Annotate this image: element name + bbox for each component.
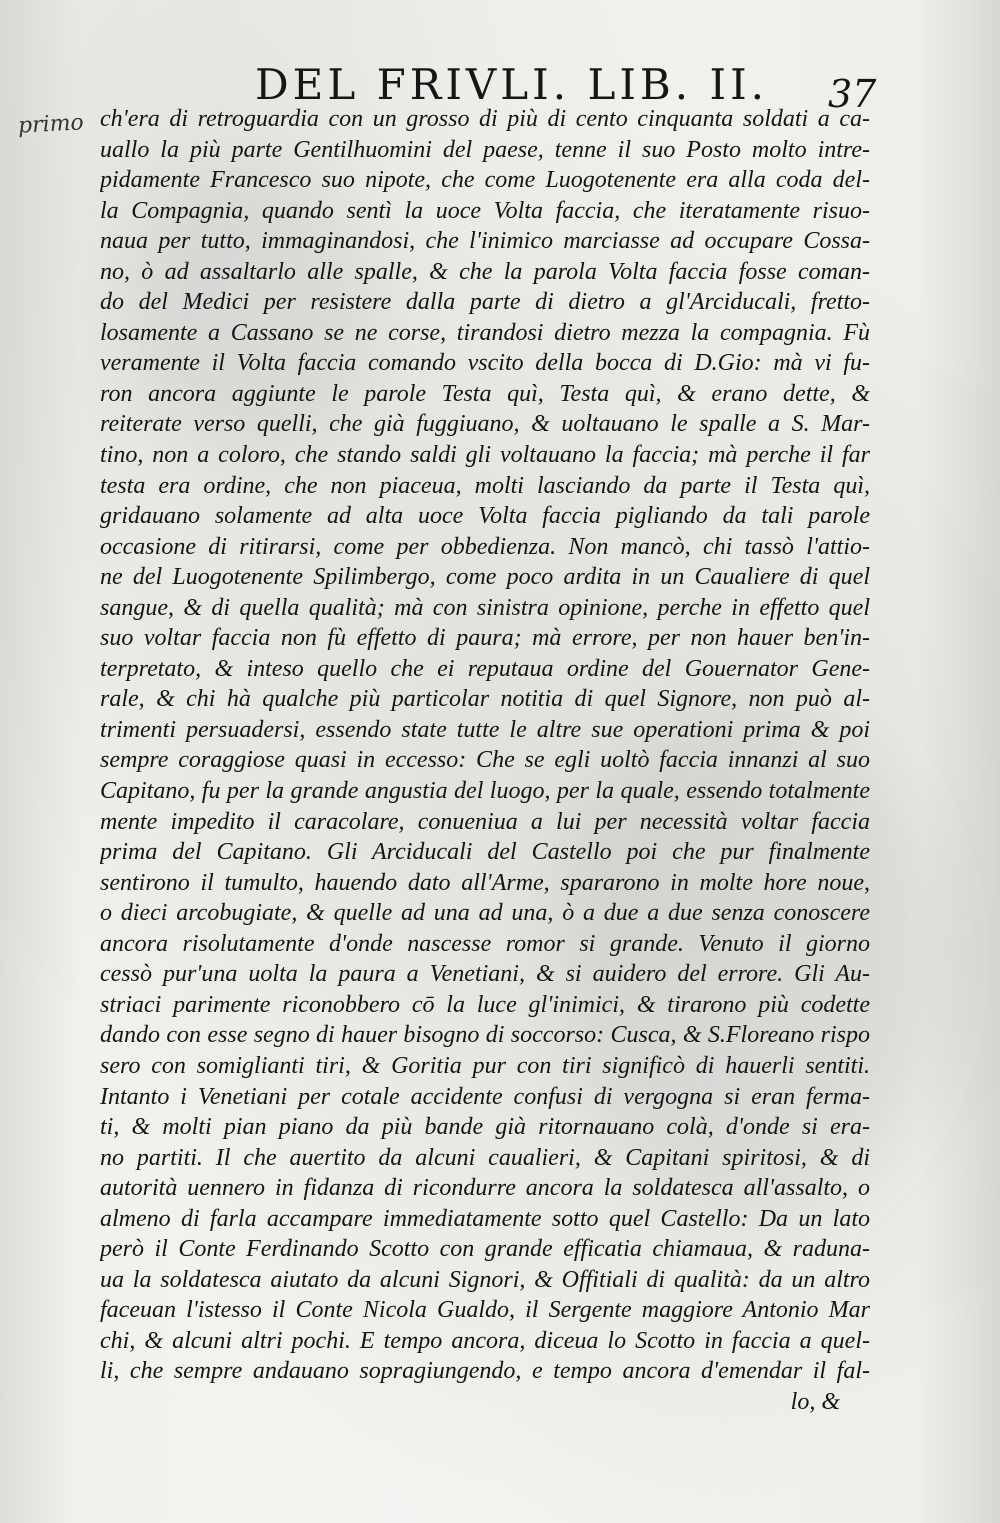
text-line: losamente a Cassano se ne corse, tirandosi dietro mezza la compagnia. Fù bbox=[100, 319, 870, 346]
text-line: li, che sempre andauano sopragiungendo, e tempo ancora d'emendar il fal- bbox=[100, 1358, 870, 1385]
text-line: uallo la più parte Gentilhuomini del paese, tenne il suo Posto molto intre- bbox=[100, 136, 870, 163]
text-line: tino, non a coloro, che stando saldi gli voltauano la faccia; mà perche il far bbox=[100, 442, 870, 469]
text-line: veramente il Volta faccia comando vscito della bocca di D.Gio: mà vi fu- bbox=[100, 350, 870, 377]
text-line: ne del Luogotenente Spilimbergo, come poco ardita in un Caualiere di quel bbox=[100, 564, 870, 591]
text-line: sero con somiglianti tiri, & Goritia pur con tiri significò di hauerli sentiti. bbox=[100, 1052, 870, 1079]
text-line: ron ancora aggiunte le parole Testa quì, Testa quì, & erano dette, & bbox=[100, 380, 870, 407]
text-line: almeno di farla accampare immediatamente sotto quel Castello: Da un lato bbox=[100, 1205, 870, 1232]
text-line: ua la soldatesca aiutato da alcuni Signori, & Offitiali di qualità: da un altro bbox=[100, 1266, 870, 1293]
text-line: Capitano, fu per la grande angustia del luogo, per la quale, essendo totalmente bbox=[100, 778, 870, 805]
text-line: trimenti persuadersi, essendo state tutte le altre sue operationi prima & poi bbox=[100, 716, 870, 743]
text-line: testa era ordine, che non piaceua, molti lasciando da parte il Testa quì, bbox=[100, 472, 870, 499]
text-line: Intanto i Venetiani per cotale accidente confusi di vergogna si eran ferma- bbox=[100, 1083, 870, 1110]
text-line: la Compagnia, quando sentì la uoce Volta faccia, che iteratamente risuo- bbox=[100, 197, 870, 224]
text-line: lo, & bbox=[790, 1388, 840, 1415]
text-line: sangue, & di quella qualità; mà con sinistra opinione, perche in effetto quel bbox=[100, 594, 870, 621]
text-line: reiterate verso quelli, che già fuggiuano, & uoltauano le spalle a S. Mar- bbox=[100, 411, 870, 438]
text-line: naua per tutto, immaginandosi, che l'inimico marciasse ad occupare Cossa- bbox=[100, 228, 870, 255]
text-line: dando con esse segno di hauer bisogno di soccorso: Cusca, & S.Floreano rispo bbox=[100, 1022, 870, 1049]
text-line: o dieci arcobugiate, & quelle ad una ad una, ò a due a due senza conoscere bbox=[100, 900, 870, 927]
text-line: suo voltar faccia non fù effetto di paura; mà errore, per non hauer ben'in- bbox=[100, 625, 870, 652]
text-line: prima del Capitano. Gli Arciducali del Castello poi che pur finalmente bbox=[100, 839, 870, 866]
text-line: no, ò ad assaltarlo alle spalle, & che la parola Volta faccia fosse coman- bbox=[100, 258, 870, 285]
text-line: striaci parimente riconobbero cō la luce gl'inimici, & tirarono più codette bbox=[100, 991, 870, 1018]
text-line: rale, & chi hà qualche più particolar notitia di quel Signore, non può al- bbox=[100, 686, 870, 713]
text-line: sempre coraggiose quasi in eccesso: Che se egli uoltò faccia innanzi al suo bbox=[100, 747, 870, 774]
text-line: cessò pur'una uolta la paura a Venetiani, & si auidero del errore. Gli Au- bbox=[100, 961, 870, 988]
text-line: terpretato, & inteso quello che ei reputaua ordine del Gouernator Gene- bbox=[100, 655, 870, 682]
text-line: occasione di ritirarsi, come per obbedienza. Non mancò, chi tassò l'attio- bbox=[100, 533, 870, 560]
text-line: ch'era di retroguardia con un grosso di più di cento cinquanta soldati a ca- bbox=[100, 106, 870, 132]
text-line: no partiti. Il che auertito da alcuni caualieri, & Capitani spiritosi, & di bbox=[100, 1144, 870, 1171]
text-line: mente impedito il caracolare, conueniua a lui per necessità voltar faccia bbox=[100, 808, 870, 835]
text-line: autorità uennero in fidanza di ricondurre ancora la soldatesca all'assalto, o bbox=[100, 1175, 870, 1202]
text-line: sentirono il tumulto, hauendo dato all'Arme, spararono in molte hore noue, bbox=[100, 869, 870, 896]
text-line: faceuan l'istesso il Conte Nicola Gualdo, il Sergente maggiore Antonio Mar bbox=[100, 1297, 870, 1324]
margin-annotation: primo bbox=[17, 110, 85, 139]
text-line: chi, & alcuni altri pochi. E tempo ancora, diceua lo Scotto in faccia a quel- bbox=[100, 1327, 870, 1354]
running-head: DEL FRIVLI. LIB. II. bbox=[255, 60, 769, 109]
text-line: do del Medici per resistere dalla parte di dietro a gl'Arciducali, fretto- bbox=[100, 289, 870, 316]
body-text bbox=[100, 104, 870, 1418]
text-line: gridauano solamente ad alta uoce Volta faccia pigliando da tali parole bbox=[100, 503, 870, 530]
text-line: ti, & molti pian piano da più bande già ritornauano colà, d'onde si era- bbox=[100, 1114, 870, 1141]
text-line: però il Conte Ferdinando Scotto con grande efficatia chiamaua, & raduna- bbox=[100, 1236, 870, 1263]
text-line: ancora risolutamente d'onde nascesse romor si grande. Venuto il giorno bbox=[100, 930, 870, 957]
text-line: pidamente Francesco suo nipote, che come Luogotenente era alla coda del- bbox=[100, 167, 870, 194]
page-number: 37 bbox=[828, 72, 877, 116]
